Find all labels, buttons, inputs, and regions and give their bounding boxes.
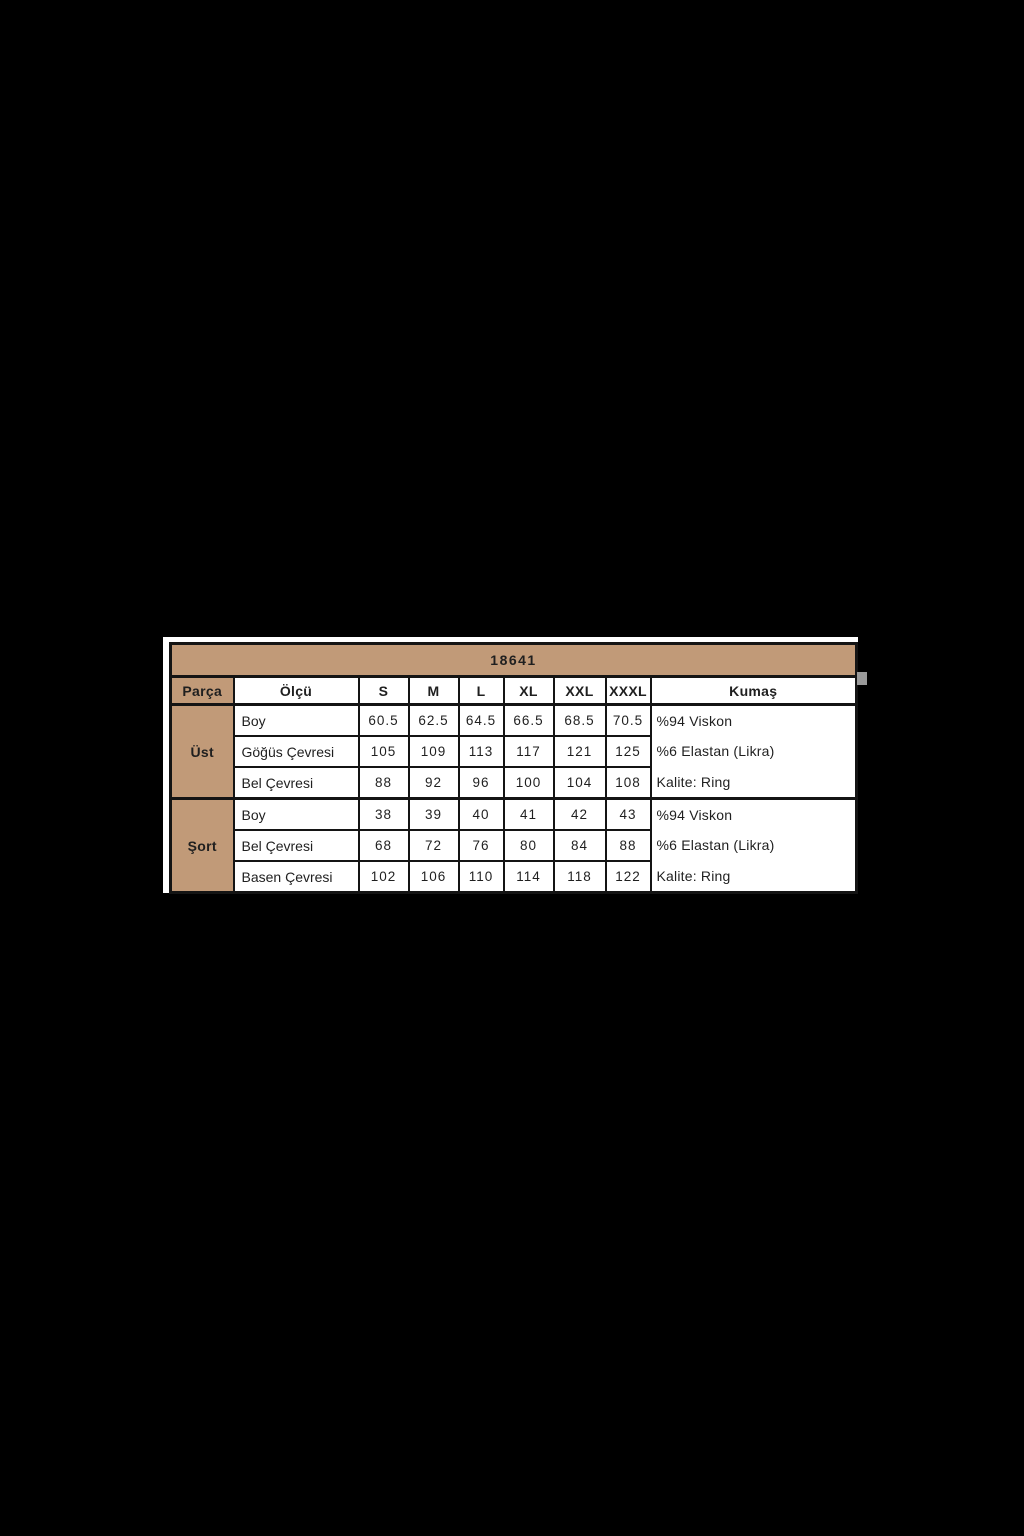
size-value-cell: 105 <box>359 736 409 767</box>
size-chart-panel <box>163 637 858 893</box>
fabric-info-line: %94 Viskon <box>656 807 733 824</box>
size-value-cell: 68 <box>359 830 409 861</box>
fabric-info-line: %94 Viskon <box>656 713 733 730</box>
size-value-cell: 80 <box>504 830 554 861</box>
size-value-cell: 72 <box>409 830 459 861</box>
fabric-info-line: %6 Elastan (Likra) <box>656 743 775 760</box>
size-table <box>169 642 858 894</box>
measure-label-cell: Bel Çevresi <box>234 830 359 861</box>
col-header-8: Kumaş <box>651 677 857 705</box>
size-value-cell: 64.5 <box>459 705 504 737</box>
size-value-cell: 109 <box>409 736 459 767</box>
size-value-cell: 118 <box>554 861 606 893</box>
size-value-cell: 62.5 <box>409 705 459 737</box>
measure-label-cell: Göğüs Çevresi <box>234 736 359 767</box>
size-value-cell: 104 <box>554 767 606 799</box>
size-value-cell: 108 <box>606 767 651 799</box>
title-row <box>171 644 857 677</box>
size-value-cell: 113 <box>459 736 504 767</box>
size-value-cell: 114 <box>504 861 554 893</box>
col-header-2: S <box>359 677 409 705</box>
size-value-cell: 39 <box>409 799 459 831</box>
group-label-cell: Şort <box>171 799 234 893</box>
measure-label-cell: Boy <box>234 705 359 737</box>
header-row <box>171 677 857 705</box>
size-value-cell: 84 <box>554 830 606 861</box>
col-header-6: XXL <box>554 677 606 705</box>
size-value-cell: 100 <box>504 767 554 799</box>
fabric-info-cell <box>651 705 857 799</box>
size-value-cell: 92 <box>409 767 459 799</box>
size-value-cell: 70.5 <box>606 705 651 737</box>
size-value-cell: 66.5 <box>504 705 554 737</box>
size-value-cell: 43 <box>606 799 651 831</box>
col-header-1: Ölçü <box>234 677 359 705</box>
scrollbar-thumb[interactable] <box>857 672 867 685</box>
col-header-3: M <box>409 677 459 705</box>
size-value-cell: 121 <box>554 736 606 767</box>
size-value-cell: 76 <box>459 830 504 861</box>
measure-label-cell: Bel Çevresi <box>234 767 359 799</box>
measure-label-cell: Basen Çevresi <box>234 861 359 893</box>
col-header-7: XXXL <box>606 677 651 705</box>
size-value-cell: 106 <box>409 861 459 893</box>
group-label-cell: Üst <box>171 705 234 799</box>
table-title: 18641 <box>171 644 857 677</box>
size-value-cell: 40 <box>459 799 504 831</box>
size-value-cell: 42 <box>554 799 606 831</box>
size-value-cell: 60.5 <box>359 705 409 737</box>
col-header-0: Parça <box>171 677 234 705</box>
fabric-info-cell <box>651 799 857 893</box>
size-value-cell: 38 <box>359 799 409 831</box>
table-row <box>171 799 857 831</box>
fabric-info-line: Kalite: Ring <box>656 773 731 790</box>
size-value-cell: 110 <box>459 861 504 893</box>
size-value-cell: 88 <box>359 767 409 799</box>
fabric-info-line: Kalite: Ring <box>656 867 731 884</box>
size-value-cell: 96 <box>459 767 504 799</box>
size-value-cell: 122 <box>606 861 651 893</box>
size-value-cell: 102 <box>359 861 409 893</box>
size-value-cell: 125 <box>606 736 651 767</box>
size-value-cell: 68.5 <box>554 705 606 737</box>
fabric-info-line: %6 Elastan (Likra) <box>656 837 775 854</box>
size-value-cell: 41 <box>504 799 554 831</box>
table-row <box>171 705 857 737</box>
measure-label-cell: Boy <box>234 799 359 831</box>
col-header-5: XL <box>504 677 554 705</box>
size-value-cell: 88 <box>606 830 651 861</box>
size-value-cell: 117 <box>504 736 554 767</box>
col-header-4: L <box>459 677 504 705</box>
